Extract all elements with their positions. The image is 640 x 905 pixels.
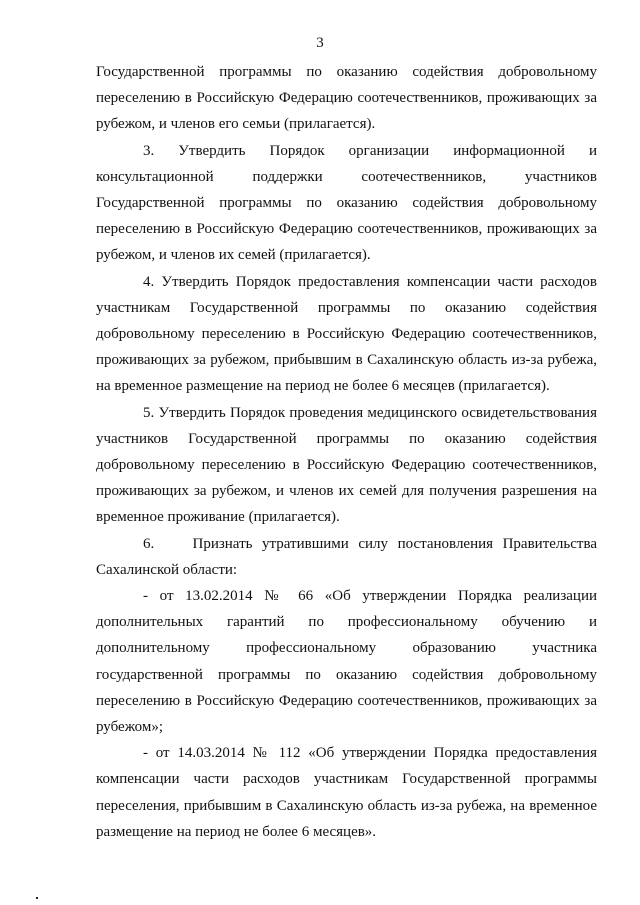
document-body <box>96 59 597 845</box>
scan-mark <box>36 897 38 899</box>
paragraph-item-3: 3. Утвердить Порядок организации информационной и консультационной поддержки соотечественников, участников Государственной программы по оказанию содействия добровольному переселению в Российскую Федерацию соотечественников, проживающих за рубежом, и членов их семей (прилагается). <box>96 142 597 264</box>
paragraph-item-6: 6. Признать утратившими силу постановления Правительства Сахалинской области: <box>96 535 597 578</box>
paragraph-item-4: 4. Утвердить Порядок предоставления компенсации части расходов участникам Государственной программы по оказанию содействия добровольному переселению в Российскую Федерацию соотечественников, проживающих за рубежом, прибывшим в Сахалинскую область из-за рубежа, на временное размещение на период не более 6 месяцев (прилагается). <box>96 273 597 395</box>
repealed-resolution-2: - от 14.03.2014 № 112 «Об утверждении Порядка предоставления компенсации части расходов участникам Государственной программы переселения, прибывшим в Сахалинскую область из-за рубежа, на временное размещение на период не более 6 месяцев». <box>96 745 597 840</box>
paragraph-item-5: 5. Утвердить Порядок проведения медицинского освидетельствования участников Государственной программы по оказанию содействия добровольному переселению в Российскую Федерацию соотечественников, проживающих за рубежом, и членов их семей для получения разрешения на временное проживание (прилагается). <box>96 404 597 526</box>
paragraph-continuation: Государственной программы по оказанию содействия добровольному переселению в Российскую Федерацию соотечественников, проживающих за рубежом, и членов его семьи (прилагается). <box>96 64 597 133</box>
repealed-resolution-1: - от 13.02.2014 № 66 «Об утверждении Порядка реализации дополнительных гарантий по профессиональному обучению и дополнительному профессиональному образованию участника государственной программы по оказанию содействия добровольному переселению в Российскую Федерацию соотечественников, проживающих за рубежом»; <box>96 588 597 736</box>
page-number: 3 <box>316 35 324 51</box>
